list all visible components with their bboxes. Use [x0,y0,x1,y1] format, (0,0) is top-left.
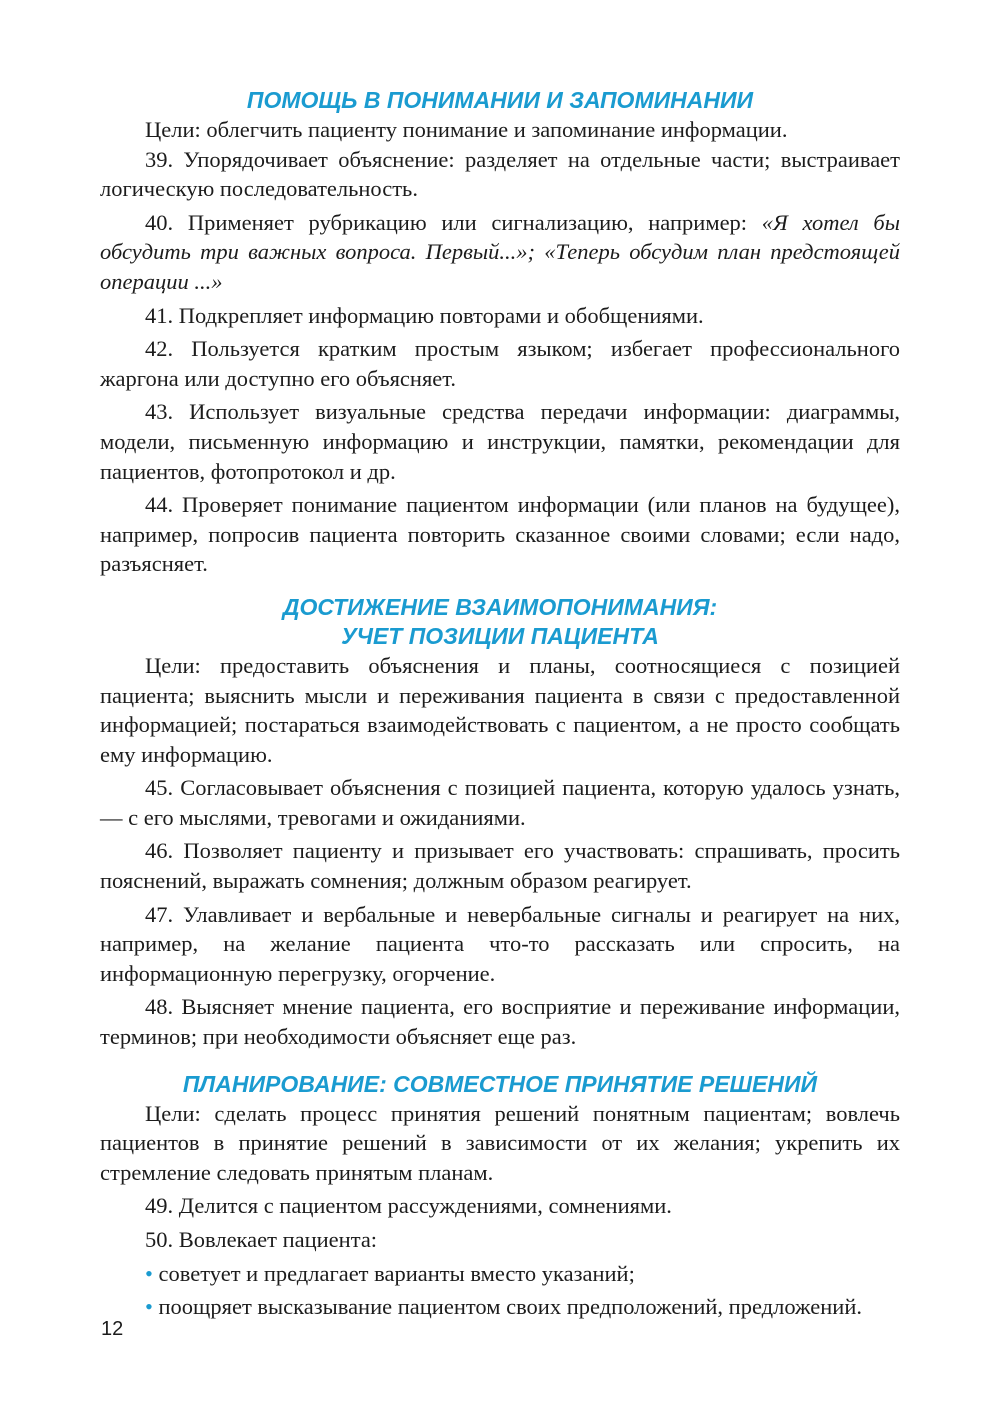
item-40 [100,208,900,297]
item-49: 49. Делится с пациентом рассуждениями, сомнениями. [145,1193,672,1219]
goal-planning: Цели: сделать процесс принятия решений понятным пациентам; вовлечь пациентов в принятие решений в зависимости от их желания; укрепить их стремление следовать принятым планам. [100,1100,900,1185]
bullet-text-1: советует и предлагает варианты вместо указаний; [158,1260,635,1286]
item-46: 46. Позволяет пациенту и призывает его участвовать: спрашивать, просить пояснений, выражать сомнения; должным образом реагирует. [100,838,900,894]
item-39: 39. Упорядочивает объяснение: разделяет на отдельные части; выстраивает логическую последовательность. [100,146,900,202]
item-47: 47. Улавливает и вербальные и невербальные сигналы и реагирует на них, например, на желание пациента что-то рассказать или спросить, на информационную перегрузку, огорчение. [100,901,900,986]
bullet-item-1 [100,1259,900,1289]
bullet-icon: • [145,1260,153,1286]
page-content [100,86,900,1322]
item-42: 42. Пользуется кратким простым языком; избегает профессионального жаргона или доступно его объясняет. [100,336,900,391]
page-number: 12 [101,1318,124,1340]
item-45: 45. Согласовывает объяснения с позицией пациента, которую удалось узнать, — с его мыслями, тревогами и ожиданиями. [100,775,900,830]
bullet-icon: • [145,1294,153,1320]
goal-mutual-understanding: Цели: предоставить объяснения и планы, соотносящиеся с позицией пациента; выяснить мысли и переживания пациента в связи с предоставленной информацией; постараться взаимодействовать с пациентом, а не просто сообщать ему информацию. [100,652,900,767]
item-40-text: 40. Применяет рубрикацию или сигнализацию, например: [145,209,762,235]
item-44: 44. Проверяет понимание пациентом информации (или планов на будущее), например, попросив пациента повторить сказанное своими словами; если надо, разъясняет. [100,492,900,577]
item-41: 41. Подкрепляет информацию повторами и обобщениями. [145,302,704,328]
bullet-text-2: поощряет высказывание пациентом своих предположений, предложений. [158,1294,863,1320]
bullet-item-2 [100,1292,900,1322]
item-43: 43. Использует визуальные средства передачи информации: диаграммы, модели, письменную информацию и инструкции, памятки, рекомендации для пациентов, фотопротокол и др. [100,399,900,484]
item-50: 50. Вовлекает пациента: [145,1227,378,1252]
item-40-example: «Я хотел бы обсудить три важных вопроса. Первый...»; «Теперь обсудим план предстоящей операции ...» [100,209,900,294]
section-title-line-1: ДОСТИЖЕНИЕ ВЗАИМОПОНИМАНИЯ: [282,593,718,620]
section-title-line-2: УЧЕТ ПОЗИЦИИ ПАЦИЕНТА [341,622,659,649]
item-48: 48. Выясняет мнение пациента, его восприятие и переживание информации, терминов; при необходимости объясняет еще раз. [100,994,900,1050]
section-title-understanding: ПОМОЩЬ В ПОНИМАНИИ И ЗАПОМИНАНИИ [246,87,754,113]
section-title-mutual-understanding [100,593,900,651]
section-title-planning: ПЛАНИРОВАНИЕ: СОВМЕСТНОЕ ПРИНЯТИЕ РЕШЕНИЙ [182,1070,818,1097]
goal-understanding: Цели: облегчить пациенту понимание и запоминание информации. [145,117,788,142]
